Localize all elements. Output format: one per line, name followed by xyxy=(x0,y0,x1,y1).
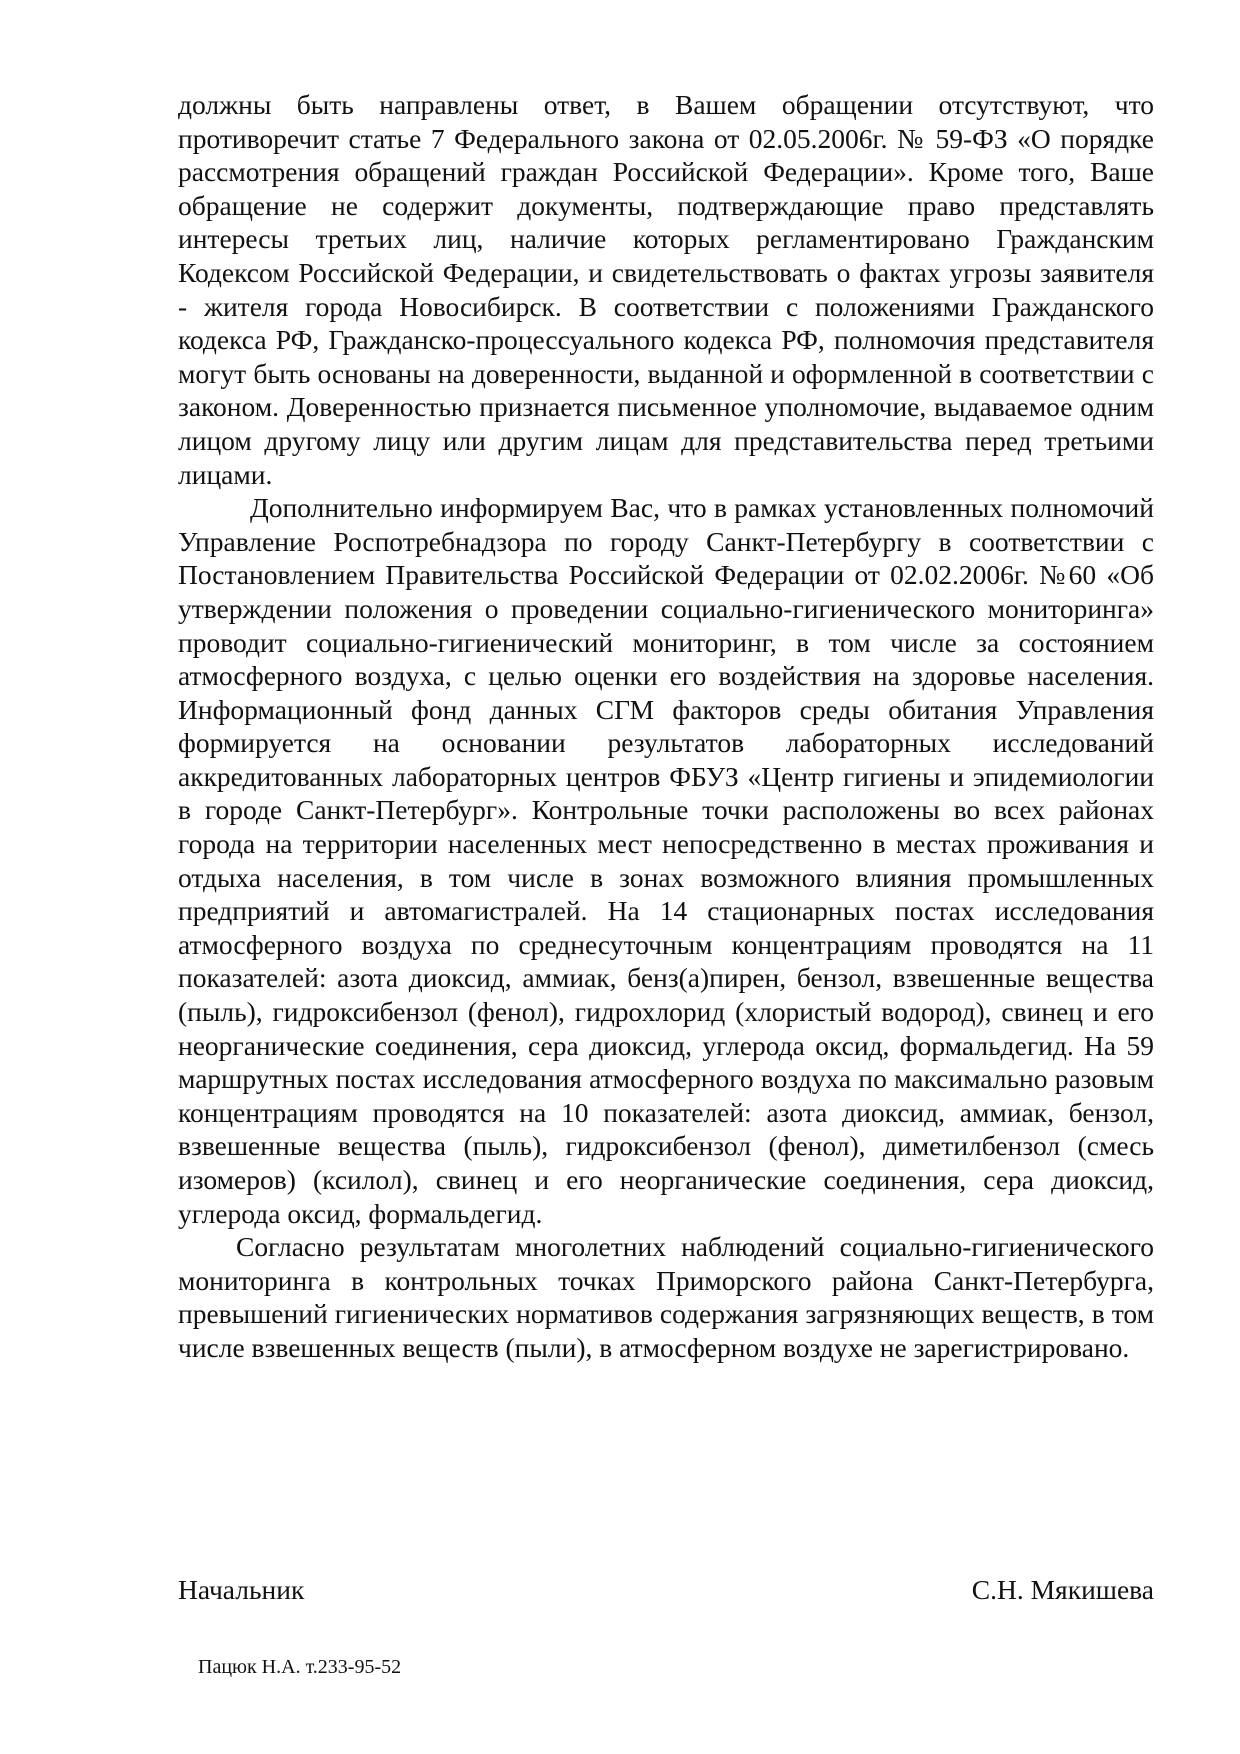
signatory-title: Начальник xyxy=(178,1574,305,1605)
paragraph-conclusion: Согласно результатам многолетних наблюдений социально-гигиенического мониторинга в контрольных точках Приморского района Санкт-Петербурга, превышений гигиенических нормативов содержания загрязняющих веществ, в том числе взвешенных веществ (пыли), в атмосферном воздухе не зарегистрировано. xyxy=(178,1231,1154,1363)
paragraph-representation: должны быть направлены ответ, в Вашем обращении отсутствуют, что противоречит статье 7 Федерального закона от 02.05.2006г. № 59-ФЗ «О порядке рассмотрения обращений граждан Российской Федерации». Кроме того, Ваше обращение не содержит документы, подтверждающие право представлять интересы третьих лиц, наличие которых регламентировано Гражданским Кодексом Российской Федерации, и свидетельствовать о фактах угрозы заявителя - жителя города Новосибирск. В соответствии с положениями Гражданского кодекса РФ, Гражданско-процессуального кодекса РФ, полномочия представителя могут быть основаны на доверенности, выданной и оформленной в соответствии с законом. Доверенностью признается письменное уполномочие, выдаваемое одним лицом другому лицу или другим лицам для представительства перед третьими лицами. xyxy=(178,89,1154,490)
letter-body xyxy=(178,88,1154,1365)
executor-contact: Пацюк Н.А. т.233-95-52 xyxy=(198,1656,402,1678)
signature-block xyxy=(178,1573,1154,1609)
signatory-name: С.Н. Мякишева xyxy=(971,1574,1154,1605)
paragraph-monitoring: Дополнительно информируем Вас, что в рамках установленных полномочий Управление Роспотребнадзора по городу Санкт-Петербургу в соответствии с Постановлением Правительства Российской Федерации от 02.02.2006г. №60 «Об утверждении положения о проведении социально-гигиенического мониторинга» проводит социально-гигиенический мониторинг, в том числе за состоянием атмосферного воздуха, с целью оценки его воздействия на здоровье населения. Информационный фонд данных СГМ факторов среды обитания Управления формируется на основании результатов лабораторных исследований аккредитованных лабораторных центров ФБУЗ «Центр гигиены и эпидемиологии в городе Санкт-Петербург». Контрольные точки расположены во всех районах города на территории населенных мест непосредственно в местах проживания и отдыха населения, в том числе в зонах возможного влияния промышленных предприятий и автомагистралей. На 14 стационарных постах исследования атмосферного воздуха по среднесуточным концентрациям проводятся на 11 показателей: азота диоксид, аммиак, бенз(а)пирен, бензол, взвешенные вещества (пыль), гидроксибензол (фенол), гидрохлорид (хлористый водород), свинец и его неорганические соединения, сера диоксид, углерода оксид, формальдегид. На 59 маршрутных постах исследования атмосферного воздуха по максимально разовым концентрациям проводятся на 10 показателей: азота диоксид, аммиак, бензол, взвешенные вещества (пыль), гидроксибензол (фенол), диметилбензол (смесь изомеров) (ксилол), свинец и его неорганические соединения, сера диоксид, углерода оксид, формальдегид. xyxy=(178,492,1154,1229)
